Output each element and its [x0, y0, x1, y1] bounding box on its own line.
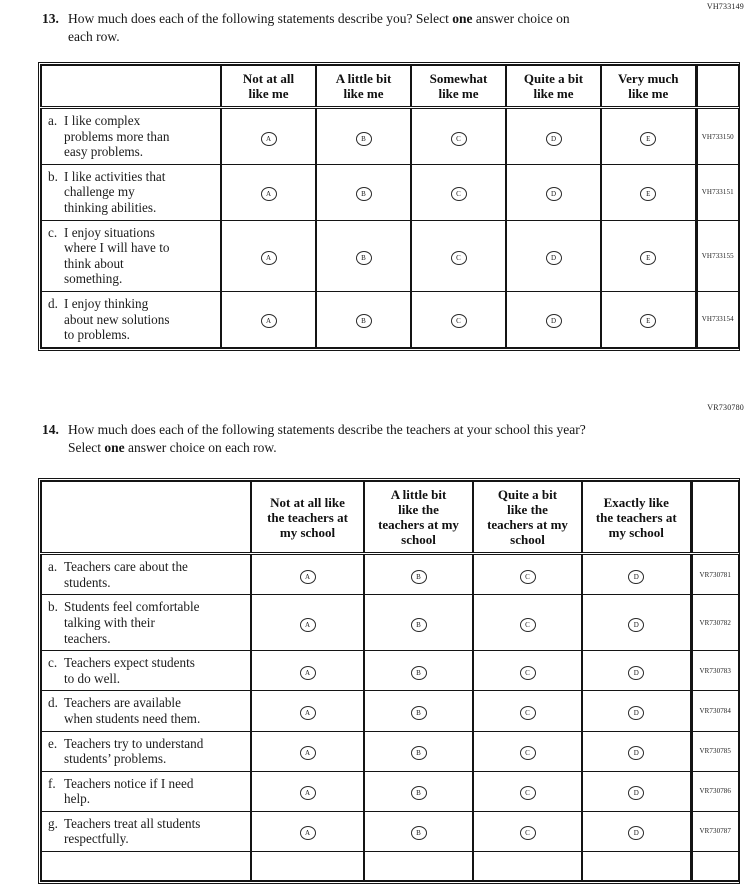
scale-column-header: Very much like me [601, 65, 696, 108]
row-letter: b. [48, 599, 58, 615]
option-c-bubble[interactable]: C [520, 706, 536, 720]
row-code: VR730781 [691, 554, 739, 595]
answer-cell [221, 108, 316, 165]
answer-cell [506, 108, 601, 165]
answer-cell [582, 771, 691, 811]
answer-cell [582, 691, 691, 731]
option-d-bubble[interactable]: D [628, 706, 644, 720]
answer-cell [601, 108, 696, 165]
clipped-cell [473, 851, 582, 881]
statement-text: I like activities that challenge my thinking abilities. [64, 168, 166, 216]
question-13-text: How much does each of the following statements describe you? Select one answer choice on each row. [68, 11, 570, 44]
answer-cell [473, 691, 582, 731]
option-b-bubble[interactable]: B [356, 314, 372, 328]
answer-cell [601, 164, 696, 220]
question-14-number: 14. [42, 422, 59, 437]
statement-cell [41, 691, 251, 731]
answer-cell [251, 811, 364, 851]
statement-column-header [41, 65, 221, 108]
table-row [41, 220, 739, 291]
row-code: VH733151 [696, 164, 739, 220]
statement-text: Teachers care about the students. [64, 559, 188, 590]
statement-text: I enjoy situations where I will have to think about something. [64, 224, 170, 287]
clipped-cell [582, 851, 691, 881]
answer-cell [364, 811, 473, 851]
question-13-number: 13. [42, 11, 59, 26]
answer-cell [506, 164, 601, 220]
clipped-cell [41, 851, 251, 881]
row-letter: f. [48, 775, 56, 791]
answer-cell [251, 731, 364, 771]
option-b-bubble[interactable]: B [411, 570, 427, 584]
table-row [41, 651, 739, 691]
statement-cell [41, 108, 221, 165]
row-code: VR730783 [691, 651, 739, 691]
scale-column-header: A little bit like the teachers at my school [364, 481, 473, 554]
statement-cell [41, 811, 251, 851]
option-c-bubble[interactable]: C [520, 826, 536, 840]
clipped-cell [691, 851, 739, 881]
option-a-bubble[interactable]: A [300, 666, 316, 680]
option-d-bubble[interactable]: D [628, 618, 644, 632]
option-c-bubble[interactable]: C [520, 570, 536, 584]
option-c-bubble[interactable]: C [520, 746, 536, 760]
answer-cell [251, 691, 364, 731]
row-letter: c. [48, 655, 58, 671]
answer-cell [506, 220, 601, 291]
option-c-bubble[interactable]: C [520, 618, 536, 632]
answer-cell [221, 164, 316, 220]
answer-cell [364, 731, 473, 771]
answer-cell [364, 595, 473, 651]
row-letter: b. [48, 168, 58, 184]
answer-cell [411, 291, 506, 347]
row-code: VR730785 [691, 731, 739, 771]
question-13-prompt [42, 10, 602, 45]
option-c-bubble[interactable]: C [451, 132, 467, 146]
answer-cell [473, 731, 582, 771]
clipped-cell [251, 851, 364, 881]
answer-cell [364, 691, 473, 731]
statement-text: Teachers expect students to do well. [64, 655, 195, 686]
row-code: VR730787 [691, 811, 739, 851]
row-code: VH733150 [696, 108, 739, 165]
answer-cell [364, 771, 473, 811]
answer-cell [364, 554, 473, 595]
table-row [41, 554, 739, 595]
option-b-bubble[interactable]: B [411, 746, 427, 760]
table-row [41, 108, 739, 165]
table-row [41, 691, 739, 731]
answer-cell [473, 811, 582, 851]
scale-column-header: Exactly like the teachers at my school [582, 481, 691, 554]
option-b-bubble[interactable]: B [356, 251, 372, 265]
answer-cell [316, 164, 411, 220]
question-14-accession-code: VR730780 [707, 403, 744, 412]
statement-text: Teachers try to understand students’ problems. [64, 735, 204, 767]
row-letter: d. [48, 295, 58, 311]
statement-cell [41, 164, 221, 220]
row-letter: a. [48, 113, 58, 129]
scale-column-header: Quite a bit like the teachers at my school [473, 481, 582, 554]
answer-cell [251, 651, 364, 691]
option-b-bubble[interactable]: B [356, 187, 372, 201]
question-14-prompt [42, 421, 662, 456]
row-code: VR730784 [691, 691, 739, 731]
option-b-bubble[interactable]: B [411, 666, 427, 680]
answer-cell [601, 220, 696, 291]
row-code: VH733154 [696, 291, 739, 347]
option-d-bubble[interactable]: D [628, 746, 644, 760]
row-letter: g. [48, 815, 58, 831]
option-d-bubble[interactable]: D [546, 314, 562, 328]
answer-cell [221, 220, 316, 291]
code-column-header [691, 481, 739, 554]
answer-cell [251, 595, 364, 651]
statement-cell [41, 651, 251, 691]
statement-text: Students feel comfortable talking with their teachers. [64, 599, 200, 646]
option-a-bubble[interactable]: A [261, 314, 277, 328]
table-row [41, 771, 739, 811]
answer-cell [316, 291, 411, 347]
option-a-bubble[interactable]: A [300, 746, 316, 760]
option-c-bubble[interactable]: C [520, 786, 536, 800]
option-c-bubble[interactable]: C [520, 666, 536, 680]
scale-column-header: Somewhat like me [411, 65, 506, 108]
scale-column-header: A little bit like me [316, 65, 411, 108]
option-a-bubble[interactable]: A [261, 187, 277, 201]
row-letter: d. [48, 695, 58, 711]
option-e-bubble[interactable]: E [640, 314, 656, 328]
scale-column-header: Not at all like the teachers at my school [251, 481, 364, 554]
option-e-bubble[interactable]: E [640, 132, 656, 146]
answer-cell [316, 108, 411, 165]
statement-text: Teachers notice if I need help. [64, 775, 194, 807]
statement-cell [41, 595, 251, 651]
row-code: VH733155 [696, 220, 739, 291]
clipped-cell [364, 851, 473, 881]
statement-column-header [41, 481, 251, 554]
option-d-bubble[interactable]: D [546, 132, 562, 146]
option-d-bubble[interactable]: D [628, 826, 644, 840]
answer-cell [473, 554, 582, 595]
statement-cell [41, 771, 251, 811]
statement-cell [41, 291, 221, 347]
option-d-bubble[interactable]: D [546, 251, 562, 265]
table-row [41, 164, 739, 220]
question-13-answer-grid [40, 64, 740, 349]
option-d-bubble[interactable]: D [628, 786, 644, 800]
option-a-bubble[interactable]: A [300, 618, 316, 632]
option-b-bubble[interactable]: B [411, 826, 427, 840]
option-a-bubble[interactable]: A [261, 251, 277, 265]
header-row [41, 65, 739, 108]
row-letter: c. [48, 224, 58, 240]
question-14-answer-grid [40, 480, 740, 882]
statement-text: I like complex problems more than easy problems. [64, 113, 170, 160]
answer-cell [601, 291, 696, 347]
answer-cell [316, 220, 411, 291]
statement-cell [41, 731, 251, 771]
option-a-bubble[interactable]: A [261, 132, 277, 146]
option-a-bubble[interactable]: A [300, 826, 316, 840]
scale-column-header: Not at all like me [221, 65, 316, 108]
statement-text: I enjoy thinking about new solutions to problems. [64, 295, 170, 343]
question-14-table-frame [38, 478, 740, 884]
option-b-bubble[interactable]: B [411, 618, 427, 632]
answer-cell [221, 291, 316, 347]
answer-cell [582, 811, 691, 851]
question-13-accession-code: VH733149 [706, 2, 744, 11]
option-a-bubble[interactable]: A [300, 706, 316, 720]
row-code: VR730782 [691, 595, 739, 651]
answer-cell [411, 220, 506, 291]
answer-cell [411, 164, 506, 220]
option-e-bubble[interactable]: E [640, 187, 656, 201]
answer-cell [473, 651, 582, 691]
scale-column-header: Quite a bit like me [506, 65, 601, 108]
answer-cell [582, 731, 691, 771]
answer-cell [251, 554, 364, 595]
answer-cell [364, 651, 473, 691]
option-d-bubble[interactable]: D [546, 187, 562, 201]
answer-cell [582, 595, 691, 651]
clipped-row [41, 851, 739, 881]
table-row [41, 291, 739, 347]
answer-cell [251, 771, 364, 811]
header-row [41, 481, 739, 554]
row-letter: a. [48, 559, 58, 575]
answer-cell [473, 771, 582, 811]
option-c-bubble[interactable]: C [451, 314, 467, 328]
row-code: VR730786 [691, 771, 739, 811]
statement-text: Teachers are available when students need them. [64, 695, 201, 726]
option-a-bubble[interactable]: A [300, 786, 316, 800]
option-b-bubble[interactable]: B [411, 786, 427, 800]
statement-cell [41, 220, 221, 291]
code-column-header [696, 65, 739, 108]
row-letter: e. [48, 735, 58, 751]
answer-cell [411, 108, 506, 165]
table-row [41, 731, 739, 771]
option-d-bubble[interactable]: D [628, 666, 644, 680]
answer-cell [582, 554, 691, 595]
answer-cell [506, 291, 601, 347]
table-row [41, 811, 739, 851]
option-d-bubble[interactable]: D [628, 570, 644, 584]
option-b-bubble[interactable]: B [356, 132, 372, 146]
option-b-bubble[interactable]: B [411, 706, 427, 720]
answer-cell [582, 651, 691, 691]
option-c-bubble[interactable]: C [451, 251, 467, 265]
statement-text: Teachers treat all students respectfully. [64, 815, 201, 847]
statement-cell [41, 554, 251, 595]
question-14-text: How much does each of the following statements describe the teachers at your school this year? Select one answer choice on each row. [68, 422, 586, 455]
option-a-bubble[interactable]: A [300, 570, 316, 584]
question-13-table-frame [38, 62, 740, 351]
table-row [41, 595, 739, 651]
option-e-bubble[interactable]: E [640, 251, 656, 265]
option-c-bubble[interactable]: C [451, 187, 467, 201]
answer-cell [473, 595, 582, 651]
